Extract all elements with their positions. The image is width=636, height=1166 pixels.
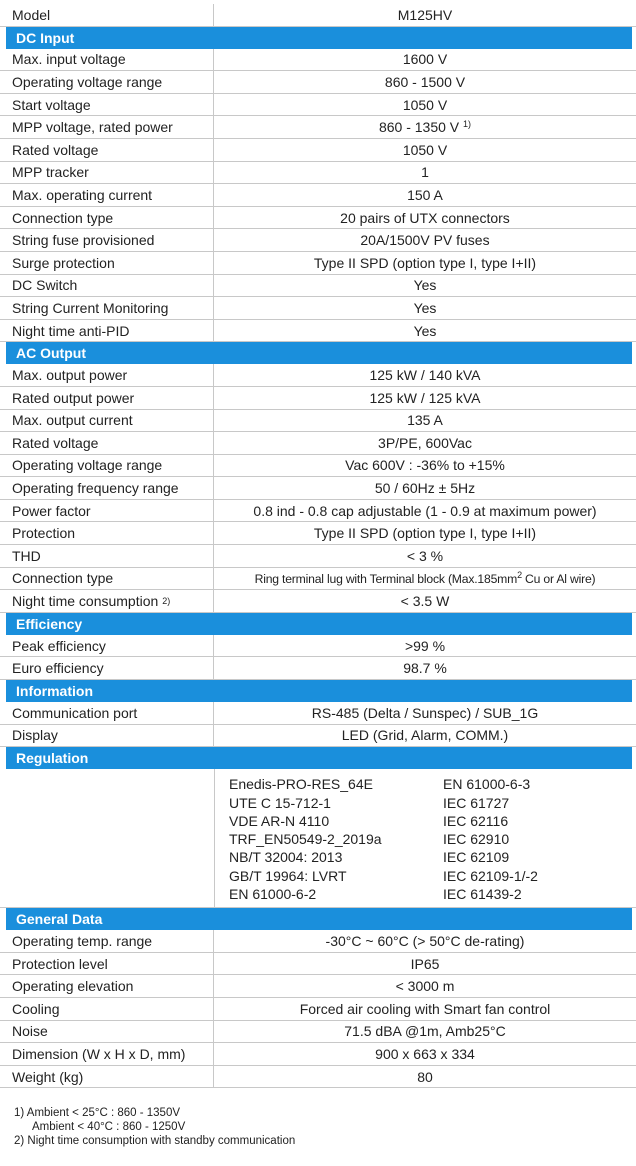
information-row-value: LED (Grid, Alarm, COMM.) xyxy=(341,727,509,744)
regulation-standard: IEC 62109-1/-2 xyxy=(443,867,538,884)
general-data-row-label: Noise xyxy=(0,1021,214,1043)
section-efficiency: Efficiency xyxy=(6,613,632,635)
dc-input-row-value: 150 A xyxy=(407,186,443,203)
dc-input-row-label: String Current Monitoring xyxy=(0,297,214,319)
ac-output-row-label: Protection xyxy=(0,522,214,544)
information-row xyxy=(0,702,636,725)
ac-output-row-value: 125 kW / 125 kVA xyxy=(369,389,481,406)
regulation-standard: IEC 62910 xyxy=(443,831,510,848)
ac-output-row-value: Vac 600V : -36% to +15% xyxy=(345,457,505,474)
ac-output-table xyxy=(0,364,636,613)
information-row-label: Display xyxy=(0,725,214,747)
dc-input-row-label: MPP tracker xyxy=(0,162,214,184)
general-data-row-value: Forced air cooling with Smart fan control xyxy=(299,1000,551,1017)
general-data-row xyxy=(0,998,636,1021)
general-data-row xyxy=(0,930,636,953)
ac-output-row-label: Night time consumption 2) xyxy=(0,590,214,612)
dc-input-row-label: String fuse provisioned xyxy=(0,229,214,251)
ac-output-row-value: Type II SPD (option type I, type I+II) xyxy=(313,525,537,542)
efficiency-row xyxy=(0,635,636,658)
general-data-row-label: Operating elevation xyxy=(0,975,214,997)
general-data-row-label: Dimension (W x H x D, mm) xyxy=(0,1043,214,1065)
regulation-standard: Enedis-PRO-RES_64E xyxy=(229,776,373,793)
ac-output-row-label: Max. output power xyxy=(0,364,214,386)
ac-output-row xyxy=(0,455,636,478)
dc-input-row-value: Yes xyxy=(413,299,437,316)
ac-output-row-label: Max. output current xyxy=(0,410,214,432)
information-row-label: Communication port xyxy=(0,702,214,724)
general-data-row-label: Operating temp. range xyxy=(0,930,214,952)
general-data-table xyxy=(0,930,636,1088)
ac-output-row xyxy=(0,545,636,568)
general-data-row-value: IP65 xyxy=(410,955,440,972)
ac-output-row-label: Operating frequency range xyxy=(0,477,214,499)
footnotes xyxy=(0,1106,636,1148)
dc-input-row-label: Start voltage xyxy=(0,94,214,116)
general-data-row-label: Protection level xyxy=(0,953,214,975)
section-general-data: General Data xyxy=(6,908,632,930)
dc-input-row-label: Operating voltage range xyxy=(0,71,214,93)
efficiency-table xyxy=(0,635,636,680)
dc-input-row xyxy=(0,252,636,275)
dc-input-row-value: 20A/1500V PV fuses xyxy=(360,232,490,249)
dc-input-row-label: DC Switch xyxy=(0,275,214,297)
ac-output-row-label: Power factor xyxy=(0,500,214,522)
dc-input-row-value: 860 - 1500 V xyxy=(384,73,466,90)
general-data-row-value: -30°C ~ 60°C (> 50°C de-rating) xyxy=(325,933,525,950)
dc-input-row-label: Max. operating current xyxy=(0,184,214,206)
ac-output-row xyxy=(0,477,636,500)
regulation-standard: EN 61000-6-3 xyxy=(443,776,531,793)
general-data-row-value: 80 xyxy=(417,1068,433,1085)
dc-input-row xyxy=(0,229,636,252)
ac-output-row-value: 135 A xyxy=(407,412,443,429)
general-data-row-value: < 3000 m xyxy=(395,978,455,995)
regulation-standard: IEC 62116 xyxy=(443,812,509,829)
dc-input-row-value: Yes xyxy=(413,322,437,339)
section-dc-input: DC Input xyxy=(6,27,632,49)
ac-output-row-value: Ring terminal lug with Terminal block ($Max.185mm^2$ Cu or Al wire) xyxy=(254,570,596,587)
dc-input-row xyxy=(0,139,636,162)
dc-input-row-value: 1600 V xyxy=(402,51,448,68)
dc-input-row xyxy=(0,297,636,320)
dc-input-row-label: Rated voltage xyxy=(0,139,214,161)
information-table xyxy=(0,702,636,747)
ac-output-row-value: 3P/PE, 600Vac xyxy=(378,434,472,451)
general-data-row-value: 900 x 663 x 334 xyxy=(375,1045,475,1062)
dc-input-row xyxy=(0,94,636,117)
general-data-row xyxy=(0,1043,636,1066)
dc-input-row xyxy=(0,71,636,94)
section-regulation: Regulation xyxy=(6,747,632,769)
ac-output-row xyxy=(0,410,636,433)
general-data-row xyxy=(0,1066,636,1089)
ac-output-row-value: < 3.5 W xyxy=(400,593,450,610)
dc-input-row xyxy=(0,207,636,230)
dc-input-row xyxy=(0,275,636,298)
ac-output-row-label: Connection type xyxy=(0,568,214,590)
regulation-col-1 xyxy=(215,775,443,907)
ac-output-row-label: Rated voltage xyxy=(0,432,214,454)
model-value: M125HV xyxy=(397,6,453,23)
regulation-standard: UTE C 15-712-1 xyxy=(229,794,331,811)
general-data-row xyxy=(0,1021,636,1044)
ac-output-row-value: < 3 % xyxy=(406,547,444,564)
information-row-value: RS-485 (Delta / Sunspec) / SUB_1G xyxy=(311,704,539,721)
footnote-1: 1) Ambient < 25°C : 860 - 1350V xyxy=(14,1107,181,1120)
ac-output-row xyxy=(0,522,636,545)
ac-output-row xyxy=(0,387,636,410)
regulation-standard: GB/T 19964: LVRT xyxy=(229,867,347,884)
efficiency-row-label: Euro efficiency xyxy=(0,657,214,679)
general-data-row xyxy=(0,975,636,998)
regulation-standard: IEC 61439-2 xyxy=(443,886,522,902)
footnote-1-cont: Ambient < 40°C : 860 - 1250V xyxy=(32,1121,186,1134)
ac-output-row-value: 50 / 60Hz ± 5Hz xyxy=(374,480,476,497)
efficiency-row xyxy=(0,657,636,680)
model-label: Model xyxy=(0,4,214,26)
dc-input-table xyxy=(0,49,636,343)
dc-input-row-label: Connection type xyxy=(0,207,214,229)
dc-input-row-value: Type II SPD (option type I, type I+II) xyxy=(313,254,537,271)
regulation-label-cell xyxy=(0,769,215,907)
efficiency-row-value: 98.7 % xyxy=(403,660,447,677)
dc-input-row xyxy=(0,320,636,343)
regulation-standard: NB/T 32004: 2013 xyxy=(229,849,343,866)
footnote-2: 2) Night time consumption with standby communication xyxy=(14,1135,296,1148)
information-row xyxy=(0,725,636,748)
ac-output-row xyxy=(0,364,636,387)
dc-input-row-value: 20 pairs of UTX connectors xyxy=(340,209,510,226)
dc-input-row-label: MPP voltage, rated power xyxy=(0,116,214,138)
dc-input-row xyxy=(0,162,636,185)
ac-output-row-value: 0.8 ind - 0.8 cap adjustable (1 - 0.9 at maximum power) xyxy=(253,502,597,519)
regulation-standard: TRF_EN50549-2_2019a xyxy=(229,831,382,848)
dc-input-row xyxy=(0,184,636,207)
regulation-standard: IEC 61727 xyxy=(443,794,510,811)
ac-output-row-label: Rated output power xyxy=(0,387,214,409)
dc-input-row-value: 1050 V xyxy=(402,96,448,113)
general-data-row xyxy=(0,953,636,976)
dc-input-row-label: Max. input voltage xyxy=(0,49,214,71)
general-data-row-value: 71.5 dBA @1m, Amb25°C xyxy=(344,1023,506,1040)
section-ac-output: AC Output xyxy=(6,342,632,364)
regulation-standard: IEC 62109 xyxy=(443,849,510,866)
dc-input-row-value: 1 xyxy=(421,164,429,181)
regulation-col-2 xyxy=(443,775,538,907)
dc-input-row xyxy=(0,116,636,139)
regulation-standard: EN 61000-6-2 xyxy=(229,886,317,902)
general-data-row-label: Cooling xyxy=(0,998,214,1020)
ac-output-row xyxy=(0,568,636,591)
dc-input-row-value: Yes xyxy=(413,277,437,294)
ac-output-row xyxy=(0,590,636,613)
section-information: Information xyxy=(6,680,632,702)
ac-output-row xyxy=(0,500,636,523)
regulation-block xyxy=(0,769,636,908)
model-row xyxy=(0,4,636,27)
dc-input-row-value: 1050 V xyxy=(402,141,448,158)
general-data-row-label: Weight (kg) xyxy=(0,1066,214,1088)
ac-output-row-label: Operating voltage range xyxy=(0,455,214,477)
dc-input-row-label: Night time anti-PID xyxy=(0,320,214,342)
dc-input-row-label: Surge protection xyxy=(0,252,214,274)
efficiency-row-value: >99 % xyxy=(404,637,446,654)
ac-output-row xyxy=(0,432,636,455)
ac-output-row-label: THD xyxy=(0,545,214,567)
regulation-standard: VDE AR-N 4110 xyxy=(229,812,330,829)
ac-output-row-value: 125 kW / 140 kVA xyxy=(369,367,481,384)
dc-input-row-value: 860 - 1350 V $^{1)}$ xyxy=(378,119,472,136)
efficiency-row-label: Peak efficiency xyxy=(0,635,214,657)
dc-input-row xyxy=(0,49,636,72)
